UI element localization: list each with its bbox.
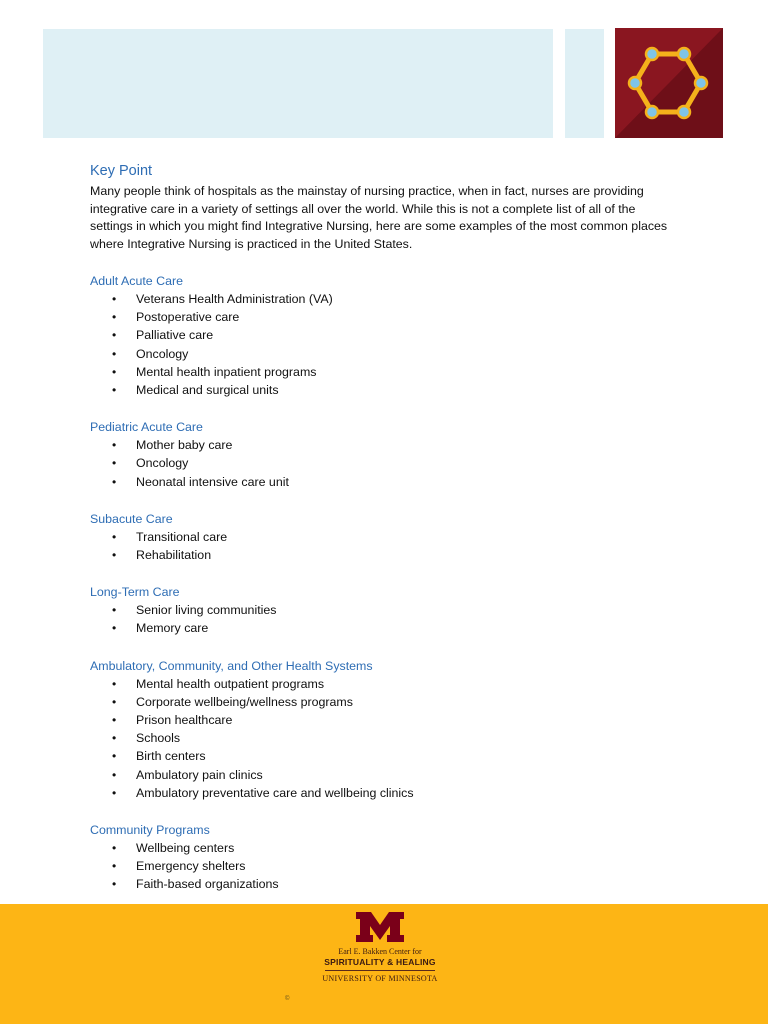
bullet-icon: • [112, 749, 117, 764]
bullet-icon: • [112, 603, 117, 618]
section-title: Long-Term Care [90, 585, 180, 600]
footer-org-name: Earl E. Bakken Center for [338, 947, 422, 956]
bullet-icon: • [112, 841, 117, 856]
list-item-text: Palliative care [136, 328, 214, 343]
list-item-text: Schools [136, 731, 181, 746]
bullet-icon: • [112, 438, 117, 453]
bullet-icon: • [112, 621, 117, 636]
bullet-icon: • [112, 383, 117, 398]
bullet-list [90, 601, 670, 637]
section [90, 511, 670, 564]
section [90, 273, 670, 399]
key-point-heading: Key Point [90, 163, 153, 179]
key-point-intro: Many people think of hospitals as the mainstay of nursing practice, when in fact, nurses are providing integrative care in a variety of settings all over the world. While this is not a complete list of all of the settings in which you might find Integrative Nursing, here are some examples of the most common places where Integrative Nursing is practiced in the United States. [90, 184, 668, 251]
bullet-list [90, 528, 670, 564]
bullet-list [90, 839, 670, 894]
list-item [90, 345, 670, 363]
section-title: Pediatric Acute Care [90, 420, 203, 435]
header-banner-accent [565, 29, 604, 138]
list-item [90, 363, 670, 381]
footer-logo [318, 912, 442, 992]
footer-divider [325, 970, 435, 971]
list-item [90, 839, 670, 857]
section [90, 419, 670, 491]
bullet-icon: • [112, 767, 117, 782]
list-item-text: Ambulatory preventative care and wellbeing clinics [136, 785, 414, 800]
bullet-icon: • [112, 364, 117, 379]
list-item [90, 290, 670, 308]
list-item [90, 693, 670, 711]
section-title: Subacute Care [90, 511, 173, 526]
section-title: Ambulatory, Community, and Other Health Systems [90, 658, 373, 673]
list-item [90, 546, 670, 564]
list-item-text: Emergency shelters [136, 859, 246, 874]
bullet-icon: • [112, 474, 117, 489]
bullet-icon: • [112, 328, 117, 343]
list-item-text: Mental health inpatient programs [136, 364, 317, 379]
list-item-text: Medical and surgical units [136, 383, 279, 398]
list-item-text: Senior living communities [136, 603, 277, 618]
list-item [90, 747, 670, 765]
list-item-text: Memory care [136, 621, 209, 636]
bullet-list [90, 436, 670, 491]
list-item [90, 308, 670, 326]
bullet-icon: • [112, 877, 117, 892]
list-item-text: Veterans Health Administration (VA) [136, 292, 333, 306]
bullet-icon: • [112, 859, 117, 874]
list-item [90, 436, 670, 454]
section-title: Adult Acute Care [90, 274, 183, 288]
footer-university: UNIVERSITY OF MINNESOTA [322, 974, 438, 983]
bullet-icon: • [112, 456, 117, 471]
hexagon-network-icon [615, 28, 723, 138]
list-item [90, 326, 670, 344]
list-item-text: Birth centers [136, 749, 206, 764]
bullet-list [90, 290, 670, 399]
list-item [90, 729, 670, 747]
section [90, 658, 670, 802]
bullet-icon: • [112, 785, 117, 800]
bullet-icon: • [112, 346, 117, 361]
list-item [90, 601, 670, 619]
list-item-text: Mental health outpatient programs [136, 676, 325, 691]
list-item [90, 857, 670, 875]
settings-sections [90, 273, 670, 894]
list-item-text: Oncology [136, 456, 189, 471]
list-item [90, 766, 670, 784]
section-title: Community Programs [90, 823, 210, 838]
footer-band [0, 904, 768, 1024]
header-banner [43, 29, 553, 138]
section [90, 584, 670, 637]
bullet-icon: • [112, 548, 117, 563]
list-item [90, 619, 670, 637]
bullet-icon: • [112, 292, 117, 306]
bullet-icon: • [112, 676, 117, 691]
list-item-text: Wellbeing centers [136, 841, 235, 856]
list-item-text: Transitional care [136, 529, 228, 544]
list-item [90, 711, 670, 729]
list-item [90, 675, 670, 693]
bullet-icon: • [112, 310, 117, 325]
bullet-icon: • [112, 731, 117, 746]
list-item-text: Corporate wellbeing/wellness programs [136, 694, 353, 709]
main-content [90, 162, 670, 894]
bullet-list [90, 675, 670, 802]
list-item-text: Mother baby care [136, 438, 233, 453]
list-item [90, 528, 670, 546]
bullet-icon: • [112, 529, 117, 544]
bullet-icon: • [112, 713, 117, 728]
section [90, 822, 670, 894]
list-item [90, 454, 670, 472]
list-item-text: Postoperative care [136, 310, 240, 325]
footer-org-subtitle: SPIRITUALITY & HEALING [324, 957, 436, 967]
list-item-text: Faith-based organizations [136, 877, 279, 892]
bullet-icon: • [112, 694, 117, 709]
list-item [90, 473, 670, 491]
list-item-text: Ambulatory pain clinics [136, 767, 263, 782]
list-item-text: Prison healthcare [136, 713, 233, 728]
copyright-mark: © [285, 996, 290, 1002]
list-item-text: Neonatal intensive care unit [136, 474, 289, 489]
list-item [90, 381, 670, 399]
list-item-text: Rehabilitation [136, 548, 212, 563]
list-item [90, 784, 670, 802]
list-item-text: Oncology [136, 346, 189, 361]
university-m-icon [354, 912, 406, 942]
list-item [90, 875, 670, 893]
